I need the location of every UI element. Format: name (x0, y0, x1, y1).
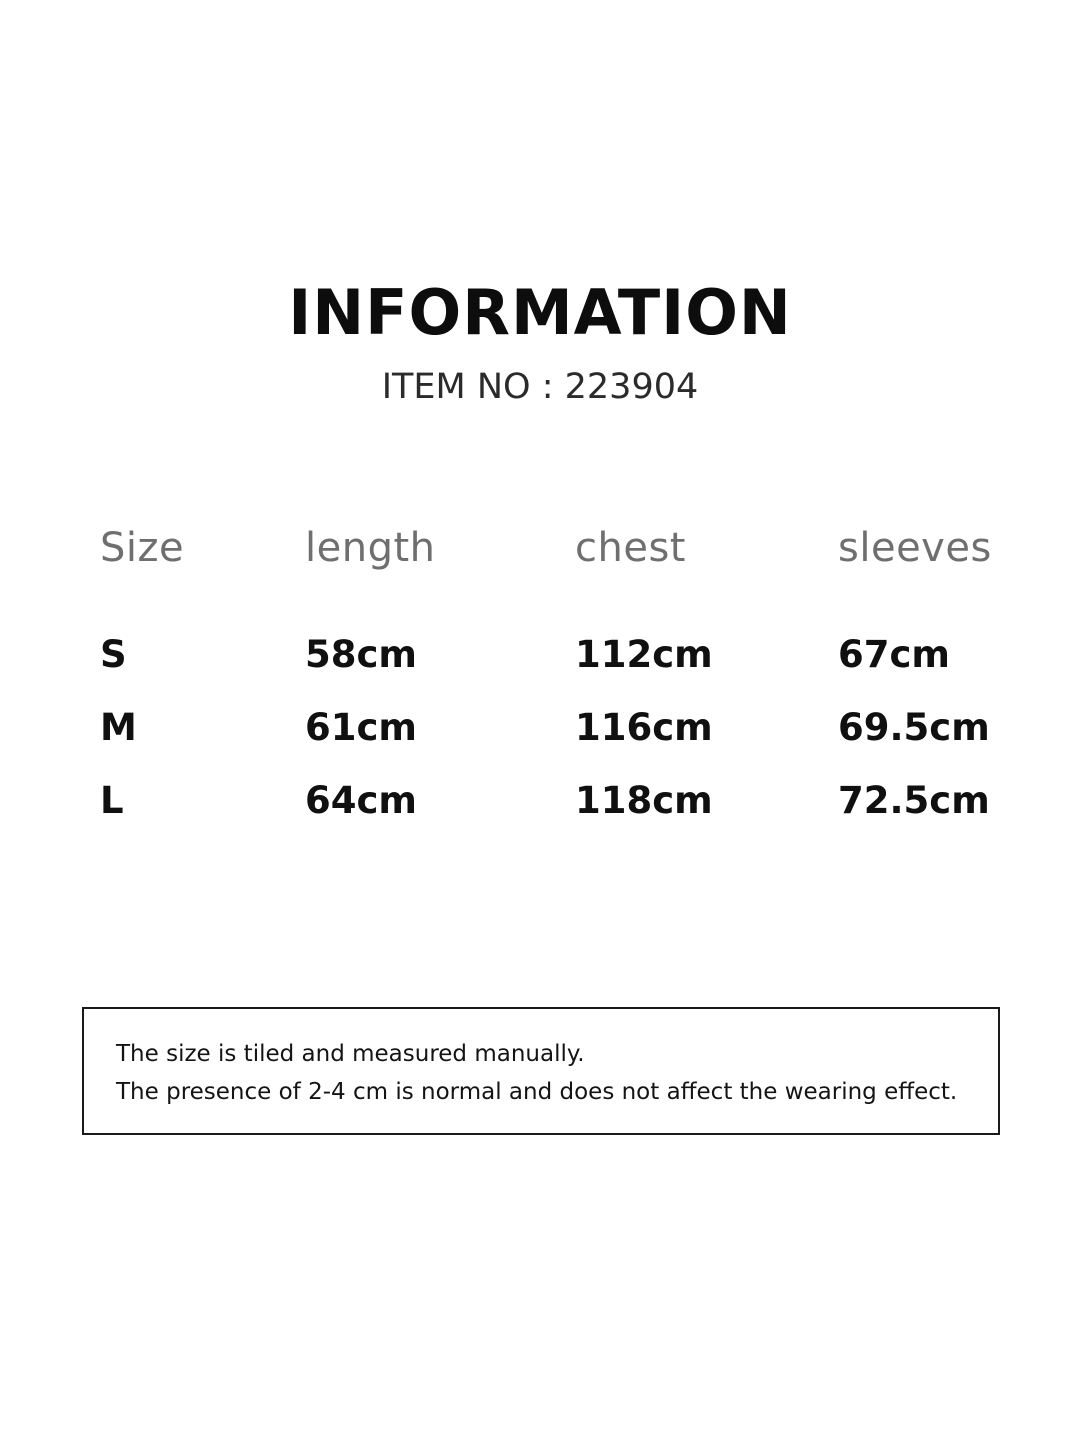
cell-chest: 116cm (575, 706, 713, 749)
cell-chest: 112cm (575, 633, 713, 676)
cell-sleeves: 67cm (838, 633, 950, 676)
column-header-length: length (305, 525, 436, 571)
column-header-sleeves: sleeves (838, 525, 992, 571)
cell-chest: 118cm (575, 779, 713, 822)
note-line-2: The presence of 2-4 cm is normal and does not affect the wearing effect. (116, 1079, 958, 1105)
table-row (100, 779, 1010, 822)
cell-sleeves: 72.5cm (838, 779, 990, 822)
table-row (100, 706, 1010, 749)
cell-size: M (100, 706, 137, 749)
page-title: INFORMATION (288, 276, 792, 349)
note-line-1: The size is tiled and measured manually. (116, 1041, 585, 1067)
item-number: ITEM NO : 223904 (381, 367, 699, 407)
cell-size: L (100, 779, 124, 822)
cell-length: 58cm (305, 633, 417, 676)
measurement-note-box (82, 1007, 1000, 1135)
column-header-chest: chest (575, 525, 686, 571)
table-row (100, 633, 1010, 676)
cell-length: 61cm (305, 706, 417, 749)
table-header-row (100, 525, 1010, 571)
cell-size: S (100, 633, 127, 676)
cell-length: 64cm (305, 779, 417, 822)
column-header-size: Size (100, 525, 185, 571)
size-table (100, 525, 1010, 852)
cell-sleeves: 69.5cm (838, 706, 990, 749)
